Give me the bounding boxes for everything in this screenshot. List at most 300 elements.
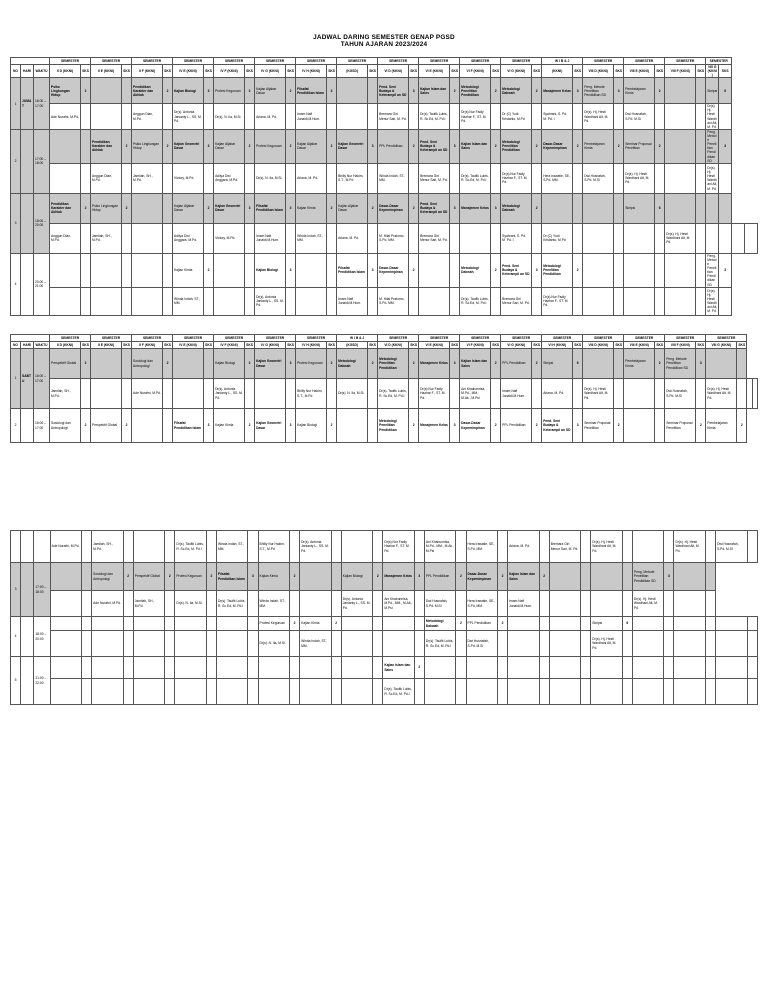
lecturer-cell: Ariana, M. Pd. [337,223,368,253]
class-header: VI D (KKNI) [378,65,409,78]
header-row-semester [11,335,758,342]
lecturer-cell: Dr(s).Nur Fadly Hazhar F., ST. M. Pd. [460,104,491,130]
sks-header: SKS [164,342,171,347]
course-cell: Filsafat Pendidikan Islam [173,409,204,443]
class-header: VI F (KKNI) [460,65,491,78]
row-number: 2 [11,129,21,193]
sks-cell: 2 [737,409,747,443]
course-cell: Perspektif Global [50,349,81,379]
course-cell: Dasar-Dasar Kepemimpinan [542,129,573,163]
sks-cell: 3 [286,193,296,223]
lecturer-cell: Ani Khairunnisa, M.Pd., MM., M.Ak., M.Psi [460,379,491,409]
lecturer-cell: Ariana, M. Pd. [508,531,539,563]
lecturer-cell: Dr(s). Antonia Janianty L., SS. M. Pd. [214,379,245,409]
lecturer-cell: Dr(s). Hj. Hesti Wardhani Alt, M. Pd. [674,531,705,563]
sks-cell: 2 [289,563,299,591]
sks-header: SKS [246,342,253,347]
course-cell: Pembelajaran Kimia [624,349,655,379]
course-cell: Kajian Biologi [296,409,327,443]
lecturer-cell: Bremara Giri Menur Sari, M. Pd. [501,287,532,315]
lecturer-cell: Bhilly Nur Hakim, S.T., M.Pd [296,379,327,409]
lecturer-cell: Dr(s). Taufik Lubis, R. Sc.Ed, M. Pd.I [424,631,455,657]
class-header: (KGSD) [337,342,368,349]
time-cell: 17:00 – 18:00 [34,129,50,193]
sks-header: SKS [82,342,89,347]
sks-cell: 3 [248,563,258,591]
sks-header: SKS [286,65,296,78]
course-cell: Metodologi Dakwah [337,349,368,379]
lecturer-cell: Ade Nurafni, M.Pd. [50,104,81,130]
semester-header: SEMESTER [132,58,173,65]
hari-header: HARI [21,65,34,78]
course-cell: Sosiologi dan Antropologi [132,349,163,379]
semester-header: SEMESTER [173,58,214,65]
lecturer-cell: Winda Indah, ST., MM. [300,631,331,657]
semester-header: SEMESTER [255,58,296,65]
lecturer-cell: Jamilah, SH., M.Pd. [91,223,122,253]
sks-header: SKS [573,65,583,78]
lecturer-cell: Bremara Giri Menur Sari, M. Pd. [549,531,580,563]
course-cell: Kajian Aljabar Dasar [296,129,327,163]
lecturer-cell: Jamilah, SH., M.Pd. [132,163,163,193]
class-header: II D (KKNI) [50,342,81,349]
sks-cell: 2 [409,253,419,287]
sks-header: SKS [451,342,459,347]
lecturer-cell: Bhilly Nur Hakim, S.T., M.Pd [258,531,289,563]
sks-cell: 2 [696,409,706,443]
table-row [11,129,758,163]
sks-cell: 2 [409,349,419,379]
sks-cell: 3 [719,253,732,287]
semester-header: SEMESTER [501,58,542,65]
sks-cell: 3 [573,409,583,443]
sks-header: SKS [163,65,173,78]
lecturer-cell: Jamilah, SH., M.Pd. [92,531,123,563]
sks-cell: 2 [655,78,665,104]
sks-header: SKS [614,65,624,78]
course-cell: Pend. Seni Budaya & Keterampil an SD [501,253,532,287]
course-cell: Profesi Keguruan [258,617,289,631]
row-number: 1 [11,78,21,130]
schedule-table-2 [10,334,758,443]
class-header: IV E (KKNI) [173,342,204,349]
class-header: II E (KKNI) [91,342,122,349]
sks-header: SKS [492,342,500,347]
course-cell: Kajian Kimia [258,563,289,591]
course-cell: Manajemen Kelas [383,563,414,591]
class-header: II E (KKNI) [91,65,122,78]
row-number: 5 [11,657,21,705]
course-cell: Manajemen Kelas [542,78,573,104]
row-number: 1 [11,349,21,409]
course-cell: Pendidikan Karakter dan Akhlak [91,129,122,163]
lecturer-cell: Bremara Giri Menur Sari, M. Pd. [419,163,450,193]
sks-cell: 2 [491,253,501,287]
sks-cell: 2 [373,563,383,591]
sks-cell: 2 [497,617,507,631]
course-cell: Pembelajaran Kimia [583,129,614,163]
hari-header: HARI [21,342,34,349]
class-header: VIII D (KKNI) [583,342,614,349]
course-cell: Sosiologi dan Antropologi [50,409,81,443]
semester-header: SEMESTER [624,58,665,65]
course-cell: Pend. Seni Budaya & Keterampil an SD [419,193,450,223]
schedule-table-3 [10,530,758,705]
lecturer-cell: Winda Indah, ST., MM. [258,591,289,617]
sks-cell: 2 [286,78,296,104]
sks-cell: 2 [81,349,91,379]
lecturer-cell: Hera Irawatie, SE., S.Pd, MM. [466,591,497,617]
course-cell: Sosiologi dan Antropologi [92,563,123,591]
sks-cell: 6 [573,349,583,379]
lecturer-cell: Dr(s).Nur Fadly Hazhar F., ST. M. Pd. [542,287,573,315]
semester-header: SEMESTER [132,335,173,342]
sks-cell: 2 [122,409,132,443]
lecturer-cell: Jamilah, SH., M.Pd. [50,379,81,409]
row-number: 3 [11,563,21,617]
semester-header: SEMESTER [624,335,665,342]
course-cell: Pembelajaran Kimia [706,409,737,443]
table-row [11,223,758,253]
sks-header: SKS [532,65,542,78]
sks-cell: 2 [532,409,542,443]
class-header: IV G (KKNI) [255,342,286,349]
sks-cell: 2 [655,129,665,163]
time-cell: 16:00 – 17:00 [34,78,50,130]
lecturer-cell: Dr(s).Nur Fadly Hazhar F., ST. M. Pd. [383,531,414,563]
course-cell: Filsafat Pendidikan Islam [337,253,368,287]
course-cell: PPL Pendidikan [466,617,497,631]
class-header: VIII D (KKNI) [583,65,614,78]
course-cell: Skripsi [706,78,719,104]
course-cell: PPL Pendidikan [501,349,532,379]
sks-cell: 2 [573,129,583,163]
sks-cell: 2 [204,193,214,223]
sks-cell: 2 [414,657,424,679]
course-cell: Peng. Metode Penelitian Pendidikan SD [706,129,719,163]
semester-header: SEMESTER [91,335,132,342]
class-header: II F (KKNI) [132,65,163,78]
title-line-2: TAHUN AJARAN 2023/2024 [340,41,428,48]
class-header: VI E (KKNI) [419,65,450,78]
lecturer-cell: Dr(s). N. Ila, M.Si. [337,379,368,409]
schedule-table-1 [10,57,758,316]
lecturer-cell: Dr(s). Taufik Lubis, R. Sc.Ed, M. Pd.I [383,679,414,705]
sks-header: SKS [204,65,214,78]
course-cell: Kajian Kimia [173,253,204,287]
sks-cell: 2 [206,563,216,591]
lecturer-cell: Dr(s). Hj. Hesti Wardhani Alt, M. Pd. [583,379,614,409]
lecturer-cell: Imam Nafi Junaidi,M.Hum. [337,287,368,315]
sks-cell: 6 [719,78,732,104]
sks-header: SKS [205,342,212,347]
class-header: (KKNI) [542,65,573,78]
time-cell: 18:00 – 20:00 [34,617,50,657]
sks-cell: 3 [204,409,214,443]
sks-cell: 2 [286,129,296,163]
table-row [11,163,758,193]
course-cell: Kajian Biologi [173,78,204,104]
lecturer-cell: Imam Nafi Junaidi,M.Hum. [296,104,327,130]
table-row [11,617,758,631]
header-row-class [11,65,758,78]
sks-cell: 2 [456,563,466,591]
sks-cell: 2 [327,129,337,163]
class-header: VI G (KKNI) [501,342,532,349]
course-cell: Peng. Metode Penelitian Pendidikan SD [665,349,696,379]
lecturer-cell: Hera Irawatie, SE., S.Pd, MM. [542,163,573,193]
lecturer-cell: M. Hilal Pratomo, S.Pd. MM. [378,287,409,315]
lecturer-cell: Winda Indah, ST., MM. [173,287,204,315]
sks-cell: 3 [614,78,624,104]
sks-cell: 2 [491,78,501,104]
class-header: IV F (KKNI) [214,65,245,78]
class-header: VI D (KKNI) [378,342,409,349]
sks-header: SKS [327,65,337,78]
lecturer-cell: Hera Irawatie, SE., S.Pd, MM. [466,531,497,563]
class-header: VIII F (KKNI) [665,65,696,78]
sks-cell: 2 [163,78,173,104]
sks-cell: 2 [573,253,583,287]
course-cell: Profesi Keguruan [296,349,327,379]
sks-cell: 2 [81,78,91,104]
sks-cell: 2 [245,78,255,104]
semester-header: SEMESTER [583,58,624,65]
header-row-semester [11,58,758,65]
lecturer-cell: Dr(s). N. Ila, M.Si. [255,163,286,193]
time-cell: 16:00 – 17:00 [34,409,50,443]
class-header: VIII G (KKNI) [706,342,737,349]
course-cell: Kajian Aljabar Dasar [255,78,286,104]
sks-cell: 3 [327,78,337,104]
lecturer-cell: Dr(s). Hj. Hesti Wardhani Alt, M. Pd. [591,631,622,657]
course-cell: Psiko Lingkungan Hidup [91,193,122,223]
course-cell: Metodologi Dakwah [424,617,455,631]
class-header: VI E (KKNI) [419,342,450,349]
course-cell: Pendidikan Karakter dan Akhlak [132,78,163,104]
sks-cell: 2 [532,129,542,163]
course-cell: Kajian Kimia [300,617,331,631]
header-row-class [11,342,758,349]
course-cell: Peng. Metode Penelitian Pendidikan SD [706,253,719,287]
sks-header: SKS [328,342,335,347]
lecturer-cell: Anggun Dian, M.Pd. [132,104,163,130]
class-header: IV E (KKNI) [173,65,204,78]
sks-header: SKS [409,65,419,78]
sks-cell: 2 [163,129,173,163]
semester-header: SEMESTER [460,58,501,65]
sks-cell: 2 [409,409,419,443]
table-row [11,193,758,223]
no-header: NO [11,342,21,349]
course-cell: Pend. Seni Budaya & Keterampil an SD [378,78,409,104]
lecturer-cell: Ani Khairunnisa, M.Pd., MM., M.Ak., M.Psi [424,531,455,563]
lecturer-cell: Dr(s). Hj. Hesti Wardhani Alt, M. Pd. [583,104,614,130]
sks-cell: 2 [532,193,542,223]
sks-header: SKS [410,342,418,347]
sks-cell: 2 [289,617,299,631]
semester-header: SEMESTER [378,58,419,65]
course-cell: Dasar-Dasar Kepemimpinan [466,563,497,591]
course-cell: Profesi Keguruan [175,563,206,591]
semester-header: SEMESTER [296,335,337,342]
table-row [11,563,758,591]
sks-cell: 2 [123,563,133,591]
lecturer-cell: Ariana, M. Pd. [296,163,327,193]
sks-cell: 2 [331,617,341,631]
lecturer-cell: Dr(s). Hj. Hesti Wardhani Alt, M. Pd. [706,163,719,193]
course-cell: Kajian Aljabar Dasar [337,193,368,223]
sks-cell: 2 [491,129,501,163]
table-row [11,531,758,563]
sks-header: SKS [696,65,706,78]
sks-header: SKS [123,342,130,347]
lecturer-cell: Ade Nurafni, M.Pd. [92,591,123,617]
course-cell: Psiko Lingkungan Hidup [132,129,163,163]
course-cell: Metodologi Dakwah [460,253,491,287]
class-header: VIII E (KKNI) [624,65,655,78]
lecturer-cell: Dr(s). Hj. Hesti Wardhani Alt, M. Pd. [591,531,622,563]
page-title [0,34,768,48]
lecturer-cell: Dr(s). Hj. Hesti Wardhani Alt, M. Pd. [632,591,663,617]
sks-cell: 2 [165,563,175,591]
no-header: NO [11,65,21,78]
sks-cell: 2 [539,563,549,591]
sks-cell: 3 [286,409,296,443]
sks-cell: 2 [327,409,337,443]
class-header: II D (KKNI) [50,65,81,78]
sks-cell: 3 [450,349,460,379]
class-header: VIII G (KKNI) [707,65,717,78]
course-cell: Kajian Kimia [296,193,327,223]
semester-header: SEMESTER [583,335,624,342]
lecturer-cell: Imam Nafi Junaidi,M.Hum. [255,223,286,253]
semester-header: SEMESTER [214,335,255,342]
sks-cell: 3 [286,349,296,379]
lecturer-cell: Syahrani, S. Pd. M. Pd. I [501,223,532,253]
sks-cell: 2 [327,193,337,223]
semester-header: SEMESTER [419,335,460,342]
sks-cell: 2 [532,78,542,104]
sks-cell: 3 [204,129,214,163]
table-row [11,104,758,130]
lecturer-cell: Jamilah, SH., M.Pd. [133,591,164,617]
course-cell: Kajian Biologi [255,253,286,287]
lecturer-cell: Dr(s). Taufik Lubis, R. Sc.Ed, M. Pd.I [378,379,409,409]
table-row [11,679,758,705]
sks-header: SKS [245,65,255,78]
sks-header: SKS [287,342,294,347]
sks-header: SKS [655,65,665,78]
time-cell: 20:00 – 21:00 [34,253,50,315]
lecturer-cell: Dwi Husnafah, S.Pd. M.Si [624,104,655,130]
lecturer-cell: Dr(s). Taufik Lubis, R. Sc.Ed, M. Pd.I [460,287,491,315]
course-cell: PPL Pendidikan [424,563,455,591]
semester-header: SEMESTER [665,58,706,65]
sks-cell: 3 [368,129,378,163]
course-cell: Pend. Seni Budaya & Keterampil an SD [542,409,573,443]
course-cell: Metodologi Penelitian Pendidikan [460,78,491,104]
table-row [11,591,758,617]
lecturer-cell: Dwi Husnafah, S.Pd. M.Si [466,631,497,657]
lecturer-cell: Bremara Giri Menur Sari, M. Pd. [419,223,450,253]
sks-header: SKS [738,342,746,347]
lecturer-cell: Imam Nafi Junaidi,M.Hum. [508,591,539,617]
class-header: VI F (KKNI) [460,342,491,349]
course-cell: Dasar-Dasar Kepemimpinan [378,193,409,223]
lecturer-cell: Dr (C) Yudi Kristanto, M.Pd [542,223,573,253]
lecturer-cell: Dr(s). Taufik Lubis, R. Sc.Ed, M. Pd.I [175,531,206,563]
course-cell: Metodologi Dakwah [501,193,532,223]
course-cell: Seminar Proposal Penelitian [583,409,614,443]
class-header: VIII E (KKNI) [624,342,655,349]
row-number: 2 [11,409,21,443]
lecturer-cell: Bremara Giri Menur Sari, M. Pd. [378,104,409,130]
course-cell: Manajemen Kelas [460,193,491,223]
row-number: 4 [11,617,21,657]
sks-cell: 3 [696,349,706,379]
lecturer-cell: Dr(s). N. Ila, M.Si. [175,591,206,617]
course-cell: Profesi Keguruan [255,129,286,163]
title-line-1: JADWAL DARING SEMESTER GENAP PGSD [313,34,455,41]
lecturer-cell: Dr(s). N. Ila, M.Si. [258,631,289,657]
sks-cell: 3 [450,409,460,443]
day-cell: SABTU [21,349,34,409]
lecturer-cell: Dr(s). Hj. Hesti Wardhani Alt, M. Pd. [707,288,718,314]
semester-header: SEMESTER [50,58,91,65]
lecturer-cell: Ade Nurafni, M.Pd. [132,379,163,409]
time-cell: 18:00 – 20:00 [34,193,50,253]
sks-cell: 3 [409,78,419,104]
course-cell: Filsafat Pendidikan Islam [255,193,286,223]
sks-header: SKS [122,65,132,78]
course-cell: Skripsi [542,349,573,379]
sks-cell: 2 [491,409,501,443]
lecturer-cell: Dwi Husnafah, S.Pd. M.Si [716,531,747,563]
semester-header: SEMESTER [173,335,214,342]
sks-cell: 2 [245,129,255,163]
sks-header: SKS [369,342,376,347]
lecturer-cell: Anggun Dian, M.Pd. [50,223,81,253]
course-cell: PPL Pendidikan [378,129,409,163]
course-cell: Metodologi Penelitian Pendidikan [378,409,409,443]
sks-cell: 2 [409,193,419,223]
class-header: IV F (KKNI) [214,342,245,349]
course-cell: Metodologi Dakwah [501,78,532,104]
course-cell: PPL Pendidikan [501,409,532,443]
course-cell: Peng. Metode Penelitian Pendidikan SD [583,78,614,104]
sks-cell: 2 [81,409,91,443]
sks-cell: 2 [614,409,624,443]
day-cell: JUMAT [21,78,34,130]
lecturer-cell: Dwi Husnafah, S.Pd. M.Si [583,163,614,193]
time-cell: 17:00 – 18:00 [34,563,50,617]
course-cell: Pend. Seni Budaya & Keterampil an SD [419,129,450,163]
lecturer-cell: Dr(s). Taufik Lubis, R. Sc.Ed, M. Pd.I [419,104,450,130]
course-cell: Kajian Biologi [214,349,245,379]
table-row [11,253,758,287]
sks-cell: 3 [573,78,583,104]
waktu-header: WAKTU [35,342,48,347]
semester-header: SEMESTER [542,335,583,342]
class-header: VI G (KKNI) [501,65,532,78]
table-row [11,287,758,315]
course-cell: Kajian Biologi [341,563,372,591]
semester-header: SEMESTER [214,58,255,65]
semester-header: SEMESTER [91,58,132,65]
sks-cell: 2 [245,409,255,443]
course-cell: Kajian Islam dan Sains [460,349,491,379]
